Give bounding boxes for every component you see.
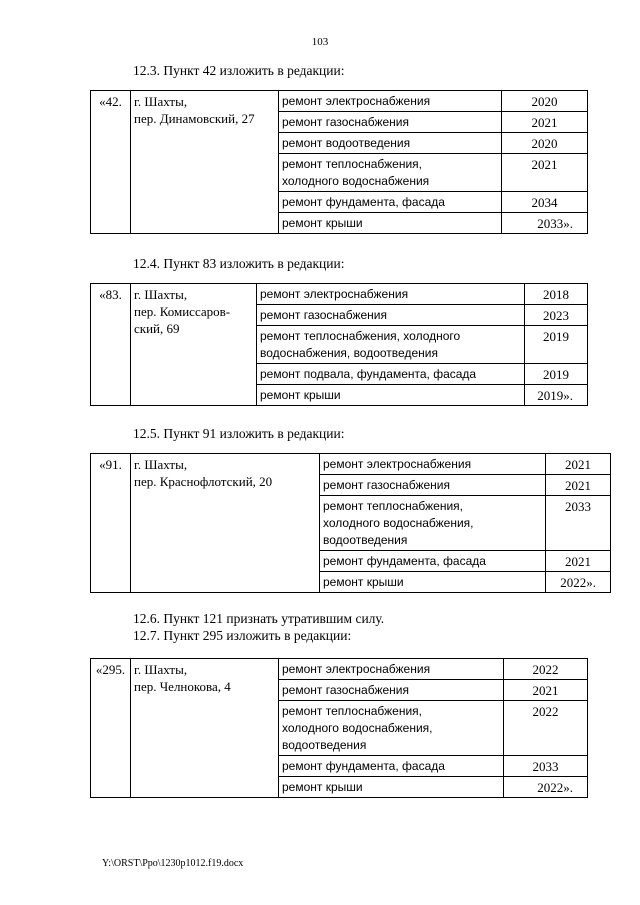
work-type: ремонт фундамента, фасада [320,551,546,572]
planned-year: 2021 [546,454,611,475]
object-address: г. Шахты, пер. Челнокова, 4 [131,659,279,798]
amendment-table [90,283,588,406]
planned-year: 2022». [546,572,611,593]
section-note: 12.6. Пункт 121 признать утратившим силу. [133,611,385,626]
item-number: «295. [91,659,131,798]
work-type: ремонт водоотведения [279,133,502,154]
work-type: ремонт электроснабжения [279,91,502,112]
planned-year: 2022 [504,701,588,756]
work-type: ремонт газоснабжения [279,112,502,133]
work-type: ремонт газоснабжения [257,305,525,326]
item-number: «83. [91,284,131,406]
section-heading: 12.3. Пункт 42 изложить в редакции: [133,63,345,78]
object-address: г. Шахты, пер. Комиссаров- ский, 69 [131,284,257,406]
planned-year: 2021 [504,680,588,701]
work-type: ремонт крыши [257,385,525,406]
planned-year: 2034 [502,192,588,213]
planned-year: 2033 [504,756,588,777]
work-type: ремонт фундамента, фасада [279,756,504,777]
planned-year: 2033 [546,496,611,551]
planned-year: 2022 [504,659,588,680]
object-address: г. Шахты, пер. Краснофлотский, 20 [131,454,320,593]
work-type: ремонт теплоснабжения, холодного водоснабжения, водоотведения [279,701,504,756]
page-number: 103 [311,36,329,48]
work-type: ремонт крыши [279,777,504,798]
work-type: ремонт теплоснабжения, холодного водоснабжения, водоотведения [320,496,546,551]
section-heading: 12.4. Пункт 83 изложить в редакции: [133,256,345,271]
work-type: ремонт электроснабжения [257,284,525,305]
work-type: ремонт газоснабжения [279,680,504,701]
amendment-table [90,658,588,798]
planned-year: 2021 [502,112,588,133]
planned-year: 2018 [525,284,588,305]
section-heading: 12.7. Пункт 295 изложить в редакции: [133,628,352,643]
object-address: г. Шахты, пер. Динамовский, 27 [131,91,279,234]
planned-year: 2019 [525,326,588,364]
table-row [91,659,588,680]
table-row [91,91,588,112]
planned-year: 2021 [546,551,611,572]
work-type: ремонт электроснабжения [320,454,546,475]
table-row [91,454,611,475]
amendment-table [90,453,611,593]
amendment-table [90,90,588,234]
work-type: ремонт крыши [279,213,502,234]
planned-year: 2023 [525,305,588,326]
item-number: «91. [91,454,131,593]
table-row [91,284,588,305]
planned-year: 2019». [525,385,588,406]
work-type: ремонт фундамента, фасада [279,192,502,213]
work-type: ремонт крыши [320,572,546,593]
planned-year: 2021 [502,154,588,192]
work-type: ремонт электроснабжения [279,659,504,680]
planned-year: 2033». [502,213,588,234]
work-type: ремонт теплоснабжения, холодного водоснабжения, водоотведения [257,326,525,364]
planned-year: 2022». [504,777,588,798]
work-type: ремонт газоснабжения [320,475,546,496]
work-type: ремонт подвала, фундамента, фасада [257,364,525,385]
section-heading: 12.5. Пункт 91 изложить в редакции: [133,426,345,441]
planned-year: 2020 [502,91,588,112]
item-number: «42. [91,91,131,234]
file-path-footer: Y:\ORST\Ppo\1230p1012.f19.docx [102,858,244,869]
planned-year: 2019 [525,364,588,385]
planned-year: 2021 [546,475,611,496]
work-type: ремонт теплоснабжения, холодного водоснабжения [279,154,502,192]
planned-year: 2020 [502,133,588,154]
